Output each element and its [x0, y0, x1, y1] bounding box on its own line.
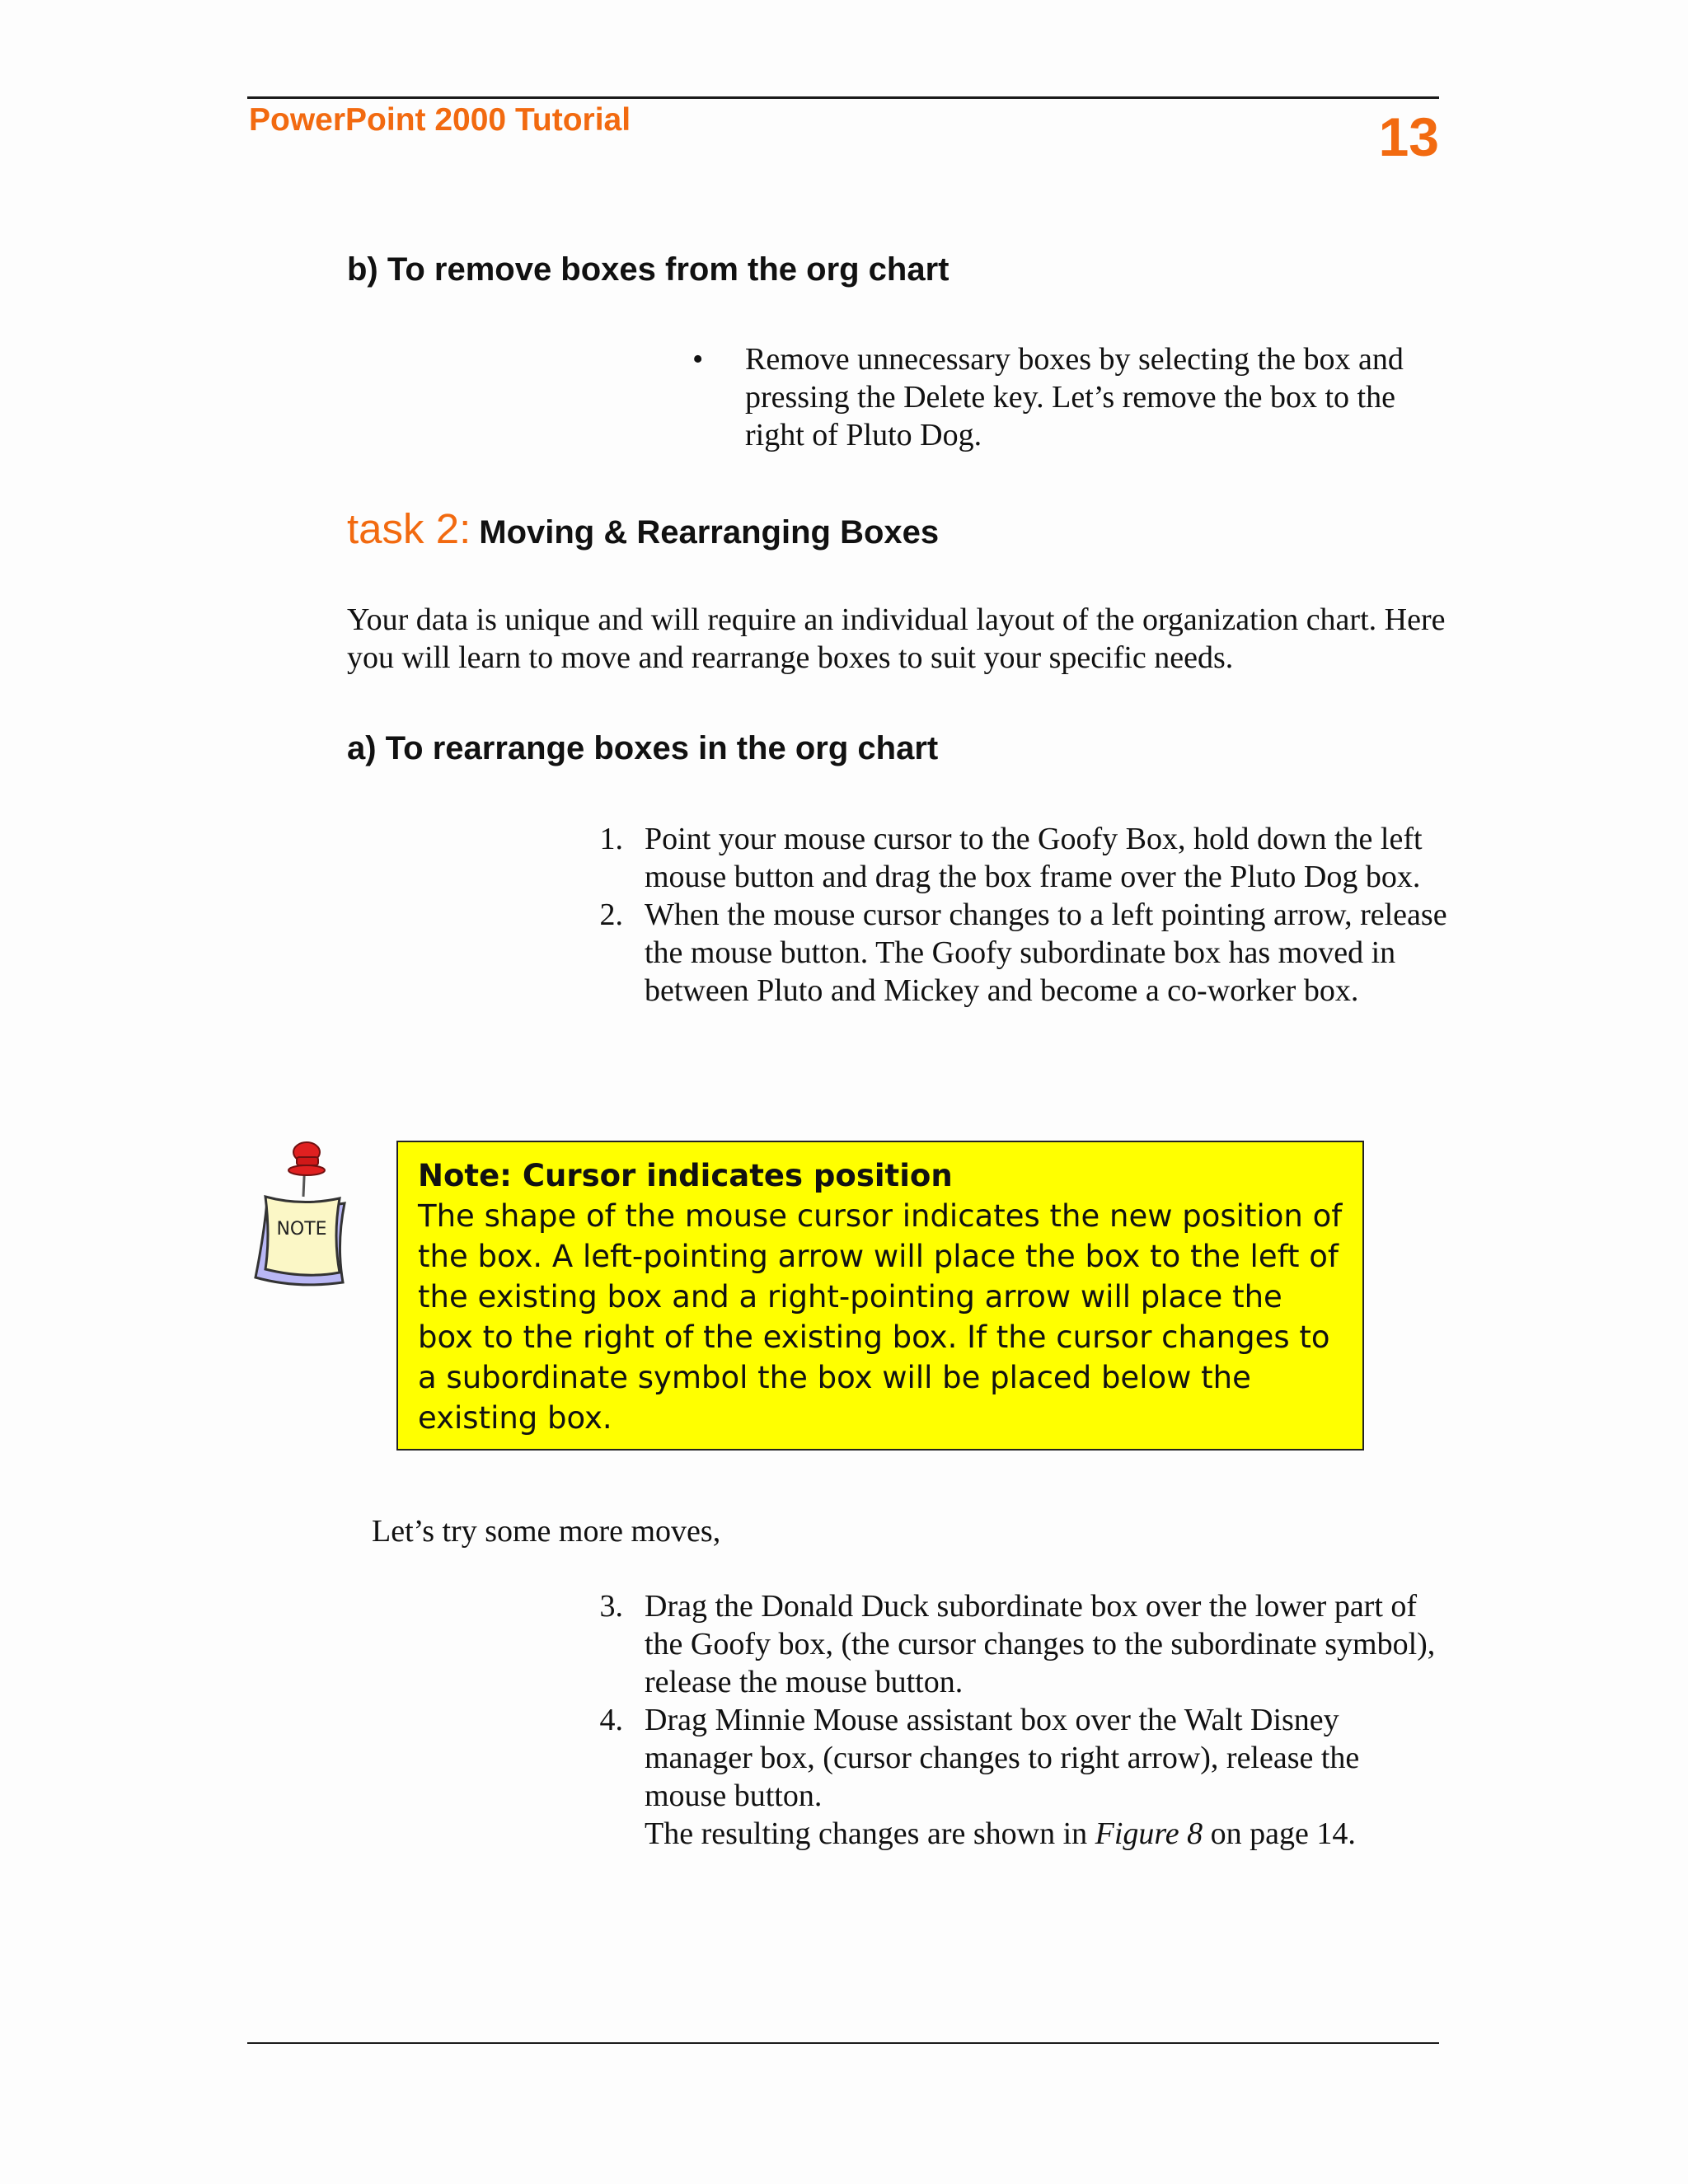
- section-b-heading: b) To remove boxes from the org chart: [347, 251, 950, 288]
- task-label: task 2:: [347, 505, 471, 552]
- bullet-text: Remove unnecessary boxes by selecting the box and pressing the Delete key. Let’s remove the box to the right of Pluto Dog.: [745, 342, 1404, 452]
- step-number: 1.: [599, 822, 623, 856]
- result-prefix: The resulting changes are shown in: [645, 1816, 1095, 1851]
- result-suffix: on page 14.: [1203, 1816, 1356, 1851]
- note-icon-label: NOTE: [276, 1219, 327, 1240]
- bullet-item: [692, 340, 1451, 454]
- footer-rule: [247, 2042, 1439, 2044]
- note-box: [396, 1141, 1364, 1451]
- header-rule: [247, 96, 1439, 99]
- step-number: 3.: [599, 1589, 623, 1624]
- step-text: When the mouse cursor changes to a left pointing arrow, release the mouse button. The Goofy subordinate box has moved in between Pluto and Mickey and become a co-worker box.: [645, 898, 1447, 1008]
- note-body: The shape of the mouse cursor indicates the new position of the box. A left-pointing arrow will place the box to the left of the existing box and a right-pointing arrow will place the box to the right of the existing box. If the cursor changes to a subordinate symbol the box will be placed below the existing box.: [418, 1198, 1343, 1436]
- list-item: [590, 896, 1447, 1010]
- page-number: 13: [1378, 106, 1439, 167]
- step-number: 2.: [599, 898, 623, 932]
- step-text: Drag Minnie Mouse assistant box over the Walt Disney manager box, (cursor changes to right arrow), release the mouse button.: [645, 1703, 1360, 1813]
- task-intro: Your data is unique and will require an individual layout of the organization chart. Here you will learn to move and rearrange boxes to suit your specific needs.: [347, 602, 1446, 675]
- note-title: Note: Cursor indicates position: [418, 1158, 953, 1193]
- header-title: PowerPoint 2000 Tutorial: [249, 102, 631, 138]
- list-item: [590, 1587, 1447, 1701]
- list-item: [590, 1701, 1447, 1815]
- more-moves-intro: Let’s try some more moves,: [372, 1514, 721, 1549]
- task-name: Moving & Rearranging Boxes: [479, 514, 940, 551]
- list-item: [590, 820, 1447, 896]
- steps-list-2: [590, 1587, 1447, 1853]
- step-text: Drag the Donald Duck subordinate box over the lower part of the Goofy box, (the cursor changes to the subordinate symbol), release the mouse button.: [645, 1589, 1436, 1699]
- step-text: Point your mouse cursor to the Goofy Box, hold down the left mouse button and drag the box frame over the Pluto Dog box.: [645, 822, 1423, 894]
- step-number: 4.: [599, 1703, 623, 1737]
- task-heading: [347, 504, 939, 553]
- steps-list-1: [590, 820, 1447, 1010]
- figure-reference: Figure 8: [1095, 1816, 1203, 1851]
- note-pushpin-icon: [247, 1137, 363, 1294]
- section-a-heading: a) To rearrange boxes in the org chart: [347, 730, 939, 766]
- result-text: [645, 1815, 1447, 1853]
- bullet-icon: •: [692, 342, 704, 377]
